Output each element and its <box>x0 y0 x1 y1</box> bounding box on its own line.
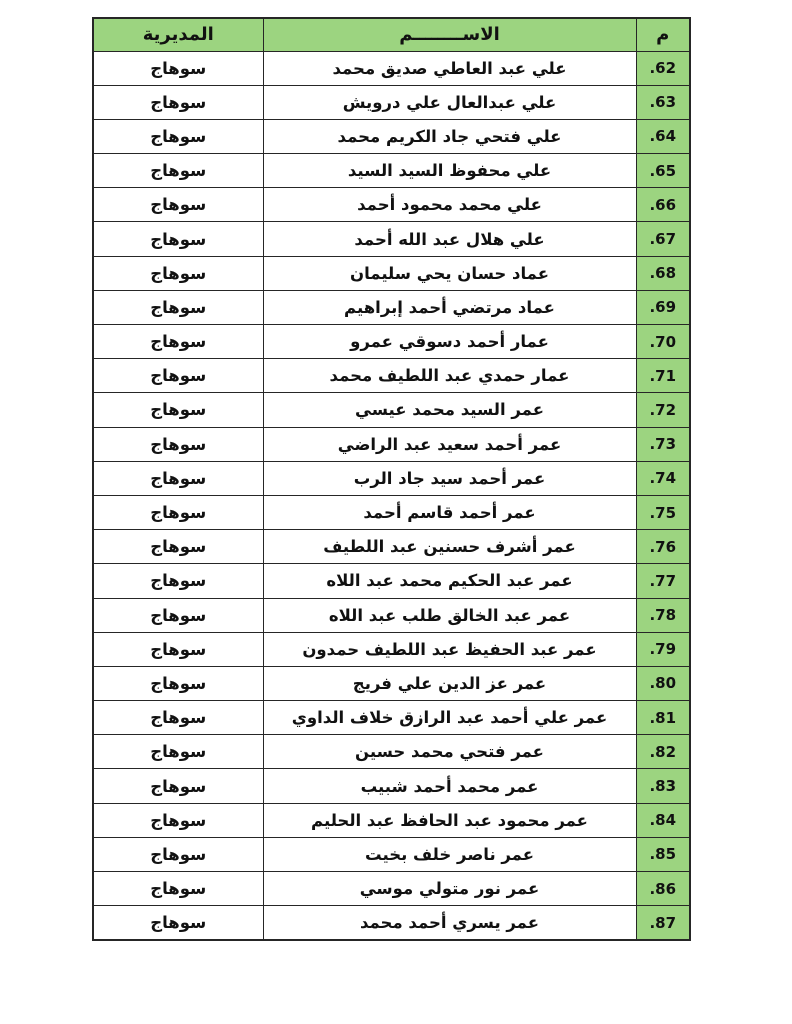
cell-name: عمر عبد الحفيظ عبد اللطيف حمدون <box>263 632 636 666</box>
cell-number: 62. <box>636 51 690 85</box>
cell-name: عمر محمد أحمد شبيب <box>263 769 636 803</box>
cell-directorate: سوهاج <box>93 85 263 119</box>
cell-number: 80. <box>636 666 690 700</box>
table-row <box>93 85 690 119</box>
cell-name: عماد حسان يحي سليمان <box>263 256 636 290</box>
table-row <box>93 188 690 222</box>
cell-directorate: سوهاج <box>93 803 263 837</box>
cell-directorate: سوهاج <box>93 632 263 666</box>
table-row <box>93 325 690 359</box>
cell-directorate: سوهاج <box>93 290 263 324</box>
cell-number: 71. <box>636 359 690 393</box>
table-row <box>93 222 690 256</box>
cell-directorate: سوهاج <box>93 188 263 222</box>
table-row <box>93 530 690 564</box>
table-row <box>93 632 690 666</box>
table-body <box>93 51 690 940</box>
table-row <box>93 119 690 153</box>
header-number-column: م <box>636 18 690 51</box>
cell-directorate: سوهاج <box>93 359 263 393</box>
cell-number: 66. <box>636 188 690 222</box>
cell-directorate: سوهاج <box>93 564 263 598</box>
cell-name: علي هلال عبد الله أحمد <box>263 222 636 256</box>
cell-number: 72. <box>636 393 690 427</box>
cell-number: 70. <box>636 325 690 359</box>
cell-name: عمر عبد الحكيم محمد عبد اللاه <box>263 564 636 598</box>
cell-name: عمر فتحي محمد حسين <box>263 735 636 769</box>
cell-number: 64. <box>636 119 690 153</box>
cell-directorate: سوهاج <box>93 51 263 85</box>
cell-number: 81. <box>636 701 690 735</box>
cell-directorate: سوهاج <box>93 154 263 188</box>
roster-table <box>92 17 691 941</box>
cell-name: علي محمد محمود أحمد <box>263 188 636 222</box>
table-row <box>93 837 690 871</box>
cell-number: 76. <box>636 530 690 564</box>
cell-name: علي عبدالعال علي درويش <box>263 85 636 119</box>
cell-number: 65. <box>636 154 690 188</box>
cell-number: 67. <box>636 222 690 256</box>
table-row <box>93 735 690 769</box>
cell-directorate: سوهاج <box>93 222 263 256</box>
cell-number: 73. <box>636 427 690 461</box>
table-row <box>93 359 690 393</box>
table-row <box>93 427 690 461</box>
table-row <box>93 495 690 529</box>
cell-directorate: سوهاج <box>93 530 263 564</box>
cell-number: 84. <box>636 803 690 837</box>
header-row <box>93 18 690 51</box>
cell-number: 83. <box>636 769 690 803</box>
table-row <box>93 154 690 188</box>
cell-name: عمر يسري أحمد محمد <box>263 906 636 940</box>
cell-directorate: سوهاج <box>93 598 263 632</box>
table-row <box>93 701 690 735</box>
cell-directorate: سوهاج <box>93 325 263 359</box>
cell-name: عمر أشرف حسنين عبد اللطيف <box>263 530 636 564</box>
table-row <box>93 803 690 837</box>
cell-directorate: سوهاج <box>93 256 263 290</box>
cell-directorate: سوهاج <box>93 495 263 529</box>
cell-name: عمر أحمد قاسم أحمد <box>263 495 636 529</box>
cell-directorate: سوهاج <box>93 393 263 427</box>
cell-name: عمر عبد الخالق طلب عبد اللاه <box>263 598 636 632</box>
cell-name: عمر ناصر خلف بخيت <box>263 837 636 871</box>
cell-name: عمر السيد محمد عيسي <box>263 393 636 427</box>
cell-directorate: سوهاج <box>93 701 263 735</box>
table-row <box>93 598 690 632</box>
header-name-column: الاســــــــم <box>263 18 636 51</box>
cell-number: 74. <box>636 461 690 495</box>
table-row <box>93 51 690 85</box>
cell-number: 78. <box>636 598 690 632</box>
table-row <box>93 906 690 940</box>
table-row <box>93 564 690 598</box>
cell-name: عمر علي أحمد عبد الرازق خلاف الداوي <box>263 701 636 735</box>
cell-name: علي محفوظ السيد السيد <box>263 154 636 188</box>
table-row <box>93 393 690 427</box>
cell-number: 75. <box>636 495 690 529</box>
table-row <box>93 666 690 700</box>
cell-number: 87. <box>636 906 690 940</box>
cell-name: عمر أحمد سعيد عبد الراضي <box>263 427 636 461</box>
header-directorate-column: المديرية <box>93 18 263 51</box>
cell-directorate: سوهاج <box>93 769 263 803</box>
cell-directorate: سوهاج <box>93 735 263 769</box>
table-row <box>93 461 690 495</box>
table-row <box>93 872 690 906</box>
cell-number: 86. <box>636 872 690 906</box>
cell-name: علي عبد العاطي صديق محمد <box>263 51 636 85</box>
cell-directorate: سوهاج <box>93 666 263 700</box>
cell-number: 69. <box>636 290 690 324</box>
cell-directorate: سوهاج <box>93 427 263 461</box>
cell-number: 68. <box>636 256 690 290</box>
cell-directorate: سوهاج <box>93 906 263 940</box>
cell-directorate: سوهاج <box>93 461 263 495</box>
cell-directorate: سوهاج <box>93 837 263 871</box>
cell-directorate: سوهاج <box>93 119 263 153</box>
cell-directorate: سوهاج <box>93 872 263 906</box>
cell-number: 82. <box>636 735 690 769</box>
cell-name: علي فتحي جاد الكريم محمد <box>263 119 636 153</box>
table-row <box>93 256 690 290</box>
cell-name: عمار حمدي عبد اللطيف محمد <box>263 359 636 393</box>
cell-number: 77. <box>636 564 690 598</box>
cell-name: عمر أحمد سيد جاد الرب <box>263 461 636 495</box>
cell-name: عمر محمود عبد الحافظ عبد الحليم <box>263 803 636 837</box>
cell-name: عمر عز الدين علي فريج <box>263 666 636 700</box>
cell-number: 79. <box>636 632 690 666</box>
cell-name: عماد مرتضي أحمد إبراهيم <box>263 290 636 324</box>
cell-number: 63. <box>636 85 690 119</box>
table-row <box>93 769 690 803</box>
cell-name: عمار أحمد دسوقي عمرو <box>263 325 636 359</box>
cell-number: 85. <box>636 837 690 871</box>
table-row <box>93 290 690 324</box>
cell-name: عمر نور متولي موسي <box>263 872 636 906</box>
